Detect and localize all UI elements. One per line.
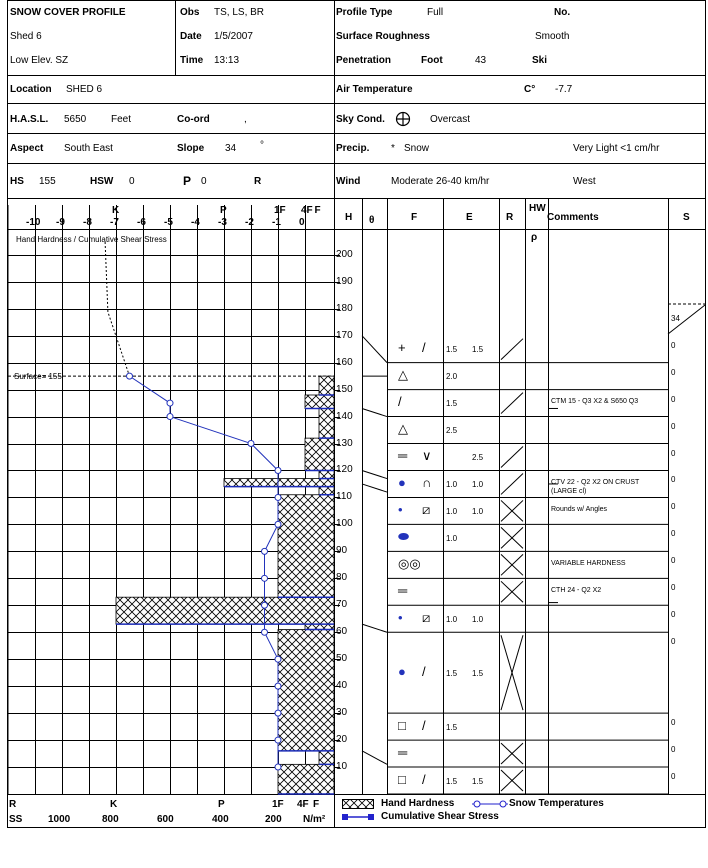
temperature-point-15 bbox=[275, 764, 281, 770]
stability-value-13: 0 bbox=[671, 718, 676, 728]
stability-value-9: 0 bbox=[671, 556, 676, 566]
rcell-slash-5 bbox=[501, 447, 523, 468]
precip-label: Precip. bbox=[336, 143, 370, 154]
height-tick-label-160: 160 bbox=[336, 356, 353, 368]
col-f-header: F bbox=[411, 212, 418, 223]
obs-label: Obs bbox=[180, 7, 200, 18]
temp-tick--8: -8 bbox=[83, 217, 92, 228]
wind-value: Moderate 26-40 km/hr bbox=[391, 176, 490, 187]
col-h-header: H bbox=[345, 212, 353, 223]
grain-form-icon-7: • bbox=[398, 501, 403, 517]
grain-size-1-6: 1.0 bbox=[446, 479, 458, 489]
form-title: SNOW COVER PROFILE bbox=[10, 7, 126, 18]
height-tick-label-20: 20 bbox=[336, 734, 348, 746]
height-tick-label-60: 60 bbox=[336, 626, 348, 638]
hardness-bar-7 bbox=[278, 495, 334, 597]
grain-form2-icon-6: ∩ bbox=[422, 474, 432, 490]
layer-comment-6: CTV 22 - Q2 X2 ON CRUST (LARGE cl) bbox=[551, 478, 640, 495]
number-label: No. bbox=[554, 7, 571, 18]
temp-tick--7: -7 bbox=[110, 217, 119, 228]
coord-label: Co-ord bbox=[177, 114, 210, 125]
height-tick-label-190: 190 bbox=[336, 275, 353, 287]
temp-tick--6: -6 bbox=[137, 217, 146, 228]
grain-size-1-13: 1.5 bbox=[446, 722, 458, 732]
snow-temp-legend-swatch bbox=[472, 799, 508, 809]
height-tick-label-10: 10 bbox=[336, 761, 348, 773]
roughness-value: Smooth bbox=[535, 31, 570, 42]
grain-form-icon-11: • bbox=[398, 609, 403, 625]
grain-form-icon-8: ⬬ bbox=[398, 528, 410, 544]
hardness-bar-3 bbox=[305, 438, 334, 470]
col-r-header: R bbox=[506, 212, 514, 223]
overcast-sky-icon bbox=[395, 111, 411, 127]
grain-form-icon-5: ═ bbox=[398, 448, 408, 463]
hsw-value: 0 bbox=[129, 176, 135, 187]
grain-form-icon-12: ● bbox=[398, 663, 406, 679]
top-hardness-label-F: F bbox=[314, 205, 321, 216]
aspect-label: Aspect bbox=[10, 143, 44, 154]
grain-form-icon-10: ═ bbox=[398, 582, 408, 598]
stability-value-11: 0 bbox=[671, 610, 676, 620]
grain-size-1-12: 1.5 bbox=[446, 668, 458, 678]
height-tick-label-40: 40 bbox=[336, 680, 348, 692]
height-tick-label-80: 80 bbox=[336, 572, 348, 584]
stability-value-6: 0 bbox=[671, 475, 676, 485]
hardness-bar-11 bbox=[319, 751, 334, 764]
bottom-hardness-label-4F: 4F bbox=[297, 799, 309, 810]
bottom-ss-label: SS bbox=[9, 814, 23, 825]
temp-tick-0: 0 bbox=[299, 217, 305, 228]
date-value: 1/5/2007 bbox=[214, 31, 253, 42]
height-tick-label-90: 90 bbox=[336, 545, 348, 557]
col-comments-header: Comments bbox=[547, 212, 599, 223]
wind-direction: West bbox=[573, 176, 596, 187]
temperature-point-11 bbox=[275, 656, 281, 662]
stability-value-12: 0 bbox=[671, 637, 676, 647]
wind-label: Wind bbox=[336, 176, 361, 187]
hsw-label: HSW bbox=[90, 176, 114, 187]
grain-form-icon-3: / bbox=[398, 394, 402, 410]
grain-size-2-12: 1.5 bbox=[472, 668, 484, 678]
grain-size-1-4: 2.5 bbox=[446, 426, 458, 436]
layer-comment-7: Rounds w/ Angles bbox=[551, 505, 608, 513]
ss-tick-200: 200 bbox=[265, 814, 282, 825]
col-hw-header: HW bbox=[529, 203, 546, 214]
stability-value-0: 34 bbox=[671, 313, 680, 323]
grain-form-icon-4: △ bbox=[398, 421, 408, 437]
stability-value-1: 0 bbox=[671, 340, 676, 350]
col-s-header: S bbox=[683, 212, 690, 223]
foot-label: Foot bbox=[421, 55, 443, 66]
aspect-value: South East bbox=[64, 143, 113, 154]
air-temp-value: -7.7 bbox=[555, 84, 573, 95]
surface-label: Surface= 155 bbox=[14, 372, 62, 381]
height-tick-label-150: 150 bbox=[336, 383, 353, 395]
height-tick-label-120: 120 bbox=[336, 464, 353, 476]
ss-unit: N/m² bbox=[303, 814, 326, 825]
hasl-unit: Feet bbox=[111, 114, 132, 125]
h-link-4 bbox=[362, 484, 387, 492]
temp-tick--4: -4 bbox=[191, 217, 200, 228]
hardness-bar-5 bbox=[224, 479, 334, 487]
layer-comment-9: VARIABLE HARDNESS bbox=[551, 559, 626, 567]
rcell-slash-3 bbox=[501, 393, 523, 414]
hand-hardness-legend-swatch bbox=[342, 799, 374, 809]
hasl-label: H.A.S.L. bbox=[10, 114, 49, 125]
temperature-point-2 bbox=[167, 414, 173, 420]
location-value: SHED 6 bbox=[66, 84, 103, 95]
roughness-label: Surface Roughness bbox=[336, 31, 430, 42]
hardness-bar-4 bbox=[319, 470, 334, 478]
grain-size-1-2: 2.0 bbox=[446, 372, 458, 382]
grain-form2-icon-1: / bbox=[422, 340, 426, 356]
temp-tick--1: -1 bbox=[272, 217, 281, 228]
sky-value: Overcast bbox=[430, 114, 471, 125]
legend-snow-temps: Snow Temperatures bbox=[509, 798, 604, 809]
bottom-r-label: R bbox=[9, 799, 17, 810]
legend-shear-stress: Cumulative Shear Stress bbox=[381, 811, 499, 822]
chart-subtitle: Hand Hardness / Cumulative Shear Stress bbox=[16, 235, 167, 244]
precip-rate: Very Light <1 cm/hr bbox=[573, 143, 660, 154]
temperature-point-5 bbox=[275, 494, 281, 500]
hardness-bar-2 bbox=[319, 408, 334, 438]
grain-form2-icon-7: ⧄ bbox=[422, 501, 431, 517]
col-theta-header: θ bbox=[369, 215, 375, 226]
top-hardness-label-P: P bbox=[220, 205, 227, 216]
elevation-band: Low Elev. SZ bbox=[10, 55, 69, 66]
temperature-point-10 bbox=[262, 629, 268, 635]
stability-value-14: 0 bbox=[671, 745, 676, 755]
height-tick-label-110: 110 bbox=[336, 491, 352, 503]
temperature-point-14 bbox=[275, 737, 281, 743]
grain-form-icon-13: □ bbox=[398, 717, 406, 733]
temperature-point-9 bbox=[262, 602, 268, 608]
precip-type: Snow bbox=[404, 143, 430, 154]
grain-size-1-3: 1.5 bbox=[446, 399, 458, 409]
grain-size-2-15: 1.5 bbox=[472, 776, 484, 786]
temperature-point-1 bbox=[167, 400, 173, 406]
rcell-slash-1 bbox=[501, 339, 523, 360]
grain-form-icon-6: ● bbox=[398, 474, 406, 490]
grain-form-icon-15: □ bbox=[398, 771, 406, 787]
ski-label: Ski bbox=[532, 55, 548, 66]
h-link-2 bbox=[362, 408, 387, 416]
hardness-bar-1 bbox=[305, 395, 334, 408]
p-label: P bbox=[183, 174, 192, 188]
height-tick-label-140: 140 bbox=[336, 410, 353, 422]
ss-tick-600: 600 bbox=[157, 814, 174, 825]
height-tick-label-30: 30 bbox=[336, 707, 348, 719]
grain-form-icon-2: △ bbox=[398, 367, 408, 383]
grain-form-icon-1: + bbox=[398, 340, 406, 356]
stability-value-7: 0 bbox=[671, 502, 676, 512]
stability-value-4: 0 bbox=[671, 421, 676, 431]
temp-tick--9: -9 bbox=[56, 217, 65, 228]
temp-tick--2: -2 bbox=[245, 217, 254, 228]
ss-tick-800: 800 bbox=[102, 814, 119, 825]
sky-label: Sky Cond. bbox=[336, 114, 385, 125]
hasl-value: 5650 bbox=[64, 114, 87, 125]
grain-size-2-7: 1.0 bbox=[472, 506, 484, 516]
grain-size-2-5: 2.5 bbox=[472, 453, 484, 462]
temp-tick--10: -10 bbox=[26, 217, 41, 228]
h-link-5 bbox=[362, 624, 387, 632]
height-tick-label-130: 130 bbox=[336, 437, 353, 449]
grain-form-icon-14: ═ bbox=[398, 744, 408, 760]
grain-form-icon-9: ◎◎ bbox=[398, 555, 421, 571]
bottom-hardness-label-P: P bbox=[218, 799, 225, 810]
stability-value-3: 0 bbox=[671, 394, 676, 404]
profile-type-value: Full bbox=[427, 7, 444, 18]
grain-form2-icon-5: ∨ bbox=[422, 448, 432, 463]
bottom-hardness-label-F: F bbox=[313, 799, 320, 810]
temperature-point-12 bbox=[275, 683, 281, 689]
stability-value-10: 0 bbox=[671, 583, 676, 593]
h-link-6 bbox=[362, 751, 387, 764]
obs-value: TS, LS, BR bbox=[214, 7, 265, 18]
site-name: Shed 6 bbox=[10, 31, 42, 42]
grain-form2-icon-13: / bbox=[422, 717, 426, 733]
grain-form2-icon-15: / bbox=[422, 771, 426, 787]
layer-comment-3: CTM 15 - Q3 X2 & S650 Q3 bbox=[551, 398, 639, 406]
temp-tick--3: -3 bbox=[218, 217, 227, 228]
r-label: R bbox=[254, 176, 262, 187]
ss-tick-400: 400 bbox=[212, 814, 229, 825]
shear-legend-swatch bbox=[342, 812, 374, 822]
temperature-point-6 bbox=[275, 521, 281, 527]
hardness-bar-12 bbox=[278, 764, 334, 794]
coord-value: , bbox=[244, 114, 247, 125]
date-label: Date bbox=[180, 31, 202, 42]
hs-label: HS bbox=[10, 176, 24, 187]
profile-type-label: Profile Type bbox=[336, 7, 393, 18]
temperature-point-13 bbox=[275, 710, 281, 716]
location-label: Location bbox=[10, 84, 52, 95]
temperature-point-3 bbox=[248, 441, 254, 447]
slope-label: Slope bbox=[177, 143, 205, 154]
height-tick-label-100: 100 bbox=[336, 518, 353, 530]
temperature-point-4 bbox=[275, 467, 281, 473]
temperature-point-7 bbox=[262, 548, 268, 554]
grain-size-2-1: 1.5 bbox=[472, 345, 484, 355]
rcell-slash-6 bbox=[501, 473, 523, 494]
grain-form2-icon-12: / bbox=[422, 663, 426, 679]
hardness-bar-0 bbox=[319, 376, 334, 395]
hardness-bar-6 bbox=[319, 487, 334, 495]
hs-value: 155 bbox=[39, 176, 56, 187]
penetration-label: Penetration bbox=[336, 55, 392, 66]
height-tick-label-180: 180 bbox=[336, 302, 353, 314]
grain-size-2-11: 1.0 bbox=[472, 614, 484, 624]
slope-value: 34 bbox=[225, 143, 237, 154]
stability-value-8: 0 bbox=[671, 529, 676, 539]
legend-hand-hardness: Hand Hardness bbox=[381, 798, 455, 809]
layer-comment-10: CTH 24 - Q2 X2 bbox=[551, 586, 602, 594]
stability-value-15: 0 bbox=[671, 772, 676, 782]
height-tick-label-200: 200 bbox=[336, 248, 353, 260]
precip-snow-icon: * bbox=[391, 143, 395, 154]
grain-size-2-6: 1.0 bbox=[472, 479, 484, 489]
temp-tick--5: -5 bbox=[164, 217, 173, 228]
ss-tick-1000: 1000 bbox=[48, 814, 71, 825]
top-hardness-label-4F: 4F bbox=[301, 205, 313, 216]
height-tick-label-70: 70 bbox=[336, 599, 348, 611]
top-hardness-label-K: K bbox=[112, 205, 120, 216]
col-e-header: E bbox=[466, 212, 473, 223]
stability-value-5: 0 bbox=[671, 448, 676, 458]
hardness-bar-9 bbox=[305, 624, 334, 629]
hardness-bar-10 bbox=[278, 630, 334, 751]
grain-size-1-15: 1.5 bbox=[446, 776, 458, 786]
air-temp-label: Air Temperature bbox=[336, 84, 413, 95]
height-tick-label-170: 170 bbox=[336, 329, 353, 341]
grain-size-1-7: 1.0 bbox=[446, 506, 458, 516]
temperature-point-8 bbox=[262, 575, 268, 581]
height-tick-label-50: 50 bbox=[336, 653, 348, 665]
h-link-3 bbox=[362, 470, 387, 478]
bottom-hardness-label-1F: 1F bbox=[272, 799, 284, 810]
hardness-bar-8 bbox=[116, 597, 334, 624]
time-value: 13:13 bbox=[214, 55, 240, 66]
grain-size-1-11: 1.0 bbox=[446, 614, 458, 624]
time-label: Time bbox=[180, 55, 204, 66]
air-temp-unit: C° bbox=[524, 84, 536, 95]
h-link-0 bbox=[362, 336, 387, 363]
temperature-point-0 bbox=[127, 373, 133, 379]
grain-size-1-8: 1.0 bbox=[446, 533, 458, 543]
grain-size-1-1: 1.5 bbox=[446, 345, 458, 355]
col-rho-header: ρ bbox=[531, 232, 538, 243]
stability-value-2: 0 bbox=[671, 367, 676, 377]
top-hardness-label-1F: 1F bbox=[274, 205, 286, 216]
foot-value: 43 bbox=[475, 55, 487, 66]
slope-unit: ° bbox=[260, 140, 264, 151]
temperature-line bbox=[130, 376, 279, 767]
grain-form2-icon-11: ⧄ bbox=[422, 609, 431, 625]
p-value: 0 bbox=[201, 176, 207, 187]
bottom-hardness-label-K: K bbox=[110, 799, 118, 810]
